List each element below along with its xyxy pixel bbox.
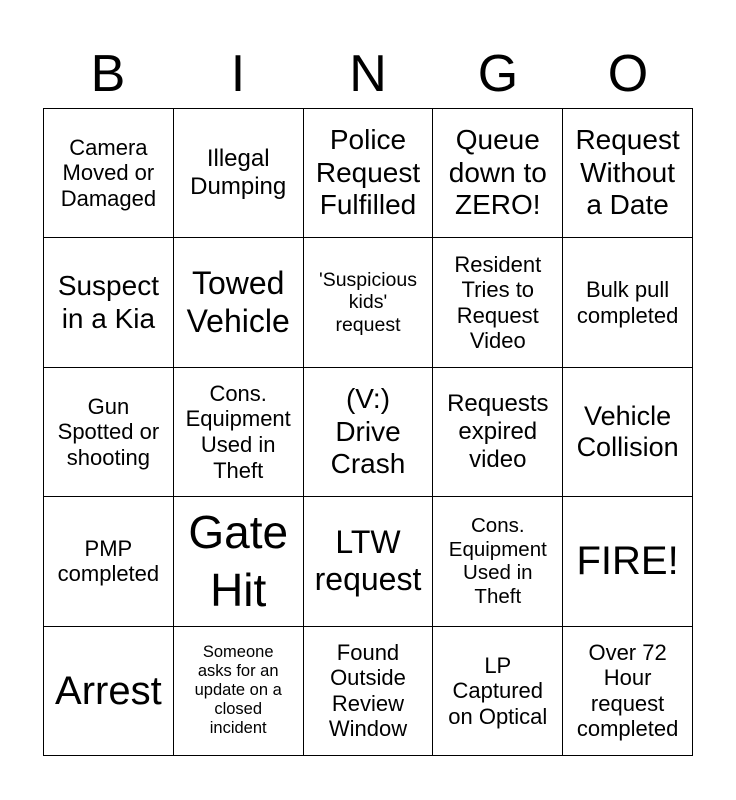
bingo-cell[interactable]	[304, 238, 434, 367]
bingo-cell[interactable]	[563, 238, 693, 367]
cell-text: Request Without a Date	[575, 124, 680, 221]
header-letter-g: G	[477, 45, 519, 103]
bingo-cell[interactable]	[433, 497, 563, 626]
cell-text: PMP completed	[57, 535, 160, 587]
cell-text: Arrest	[55, 668, 162, 713]
bingo-cell[interactable]	[563, 109, 693, 238]
cell-text: Someone asks for an update on a closed incident	[194, 642, 282, 738]
cell-text: Requests expired video	[447, 390, 549, 473]
cell-text: Camera Moved or Damaged	[60, 134, 157, 211]
bingo-cell[interactable]	[174, 627, 304, 756]
bingo-cell[interactable]	[174, 238, 304, 367]
bingo-cell[interactable]	[44, 368, 174, 497]
bingo-cell[interactable]	[433, 109, 563, 238]
cell-text: Suspect in a Kia	[57, 270, 159, 334]
bingo-cell[interactable]	[304, 368, 434, 497]
bingo-cell[interactable]	[433, 627, 563, 756]
cell-text: Gun Spotted or shooting	[57, 393, 160, 470]
bingo-cell[interactable]	[563, 368, 693, 497]
bingo-cell[interactable]	[44, 238, 174, 367]
cell-text: Bulk pull completed	[576, 277, 679, 328]
cell-text: Queue down to ZERO!	[448, 124, 547, 221]
bingo-cell[interactable]	[563, 627, 693, 756]
cell-text: Cons. Equipment Used in Theft	[185, 380, 291, 483]
bingo-cell[interactable]	[304, 627, 434, 756]
cell-text: Gate Hit	[188, 505, 289, 617]
bingo-cell[interactable]	[304, 497, 434, 626]
cell-text: Found Outside Review Window	[328, 639, 408, 742]
header-letter-n: N	[349, 45, 387, 103]
cell-text: Cons. Equipment Used in Theft	[448, 513, 547, 609]
bingo-cell[interactable]	[304, 109, 434, 238]
header-letter-b: B	[90, 45, 126, 103]
bingo-cell[interactable]	[44, 627, 174, 756]
bingo-board	[43, 108, 693, 756]
bingo-cell[interactable]	[44, 497, 174, 626]
cell-text: Police Request Fulfilled	[315, 124, 421, 221]
cell-text: 'Suspicious kids' request	[318, 268, 417, 336]
bingo-cell[interactable]	[433, 368, 563, 497]
bingo-header	[43, 40, 693, 108]
cell-text: Over 72 Hour request completed	[576, 639, 679, 742]
cell-text: LP Captured on Optical	[448, 652, 548, 729]
bingo-cell[interactable]	[174, 497, 304, 626]
cell-text: Illegal Dumping	[190, 145, 287, 201]
cell-text: LTW request	[314, 524, 422, 598]
header-letter-o: O	[607, 45, 649, 103]
cell-text: Vehicle Collision	[576, 400, 679, 462]
cell-text: (V:) Drive Crash	[330, 383, 406, 480]
bingo-cell[interactable]	[433, 238, 563, 367]
cell-text: FIRE!	[576, 539, 679, 584]
bingo-cell[interactable]	[44, 109, 174, 238]
cell-text: Towed Vehicle	[186, 265, 290, 339]
header-letter-i: I	[230, 45, 246, 103]
bingo-cell[interactable]	[174, 368, 304, 497]
bingo-cell[interactable]	[174, 109, 304, 238]
bingo-cell[interactable]	[563, 497, 693, 626]
cell-text: Resident Tries to Request Video	[454, 251, 542, 354]
